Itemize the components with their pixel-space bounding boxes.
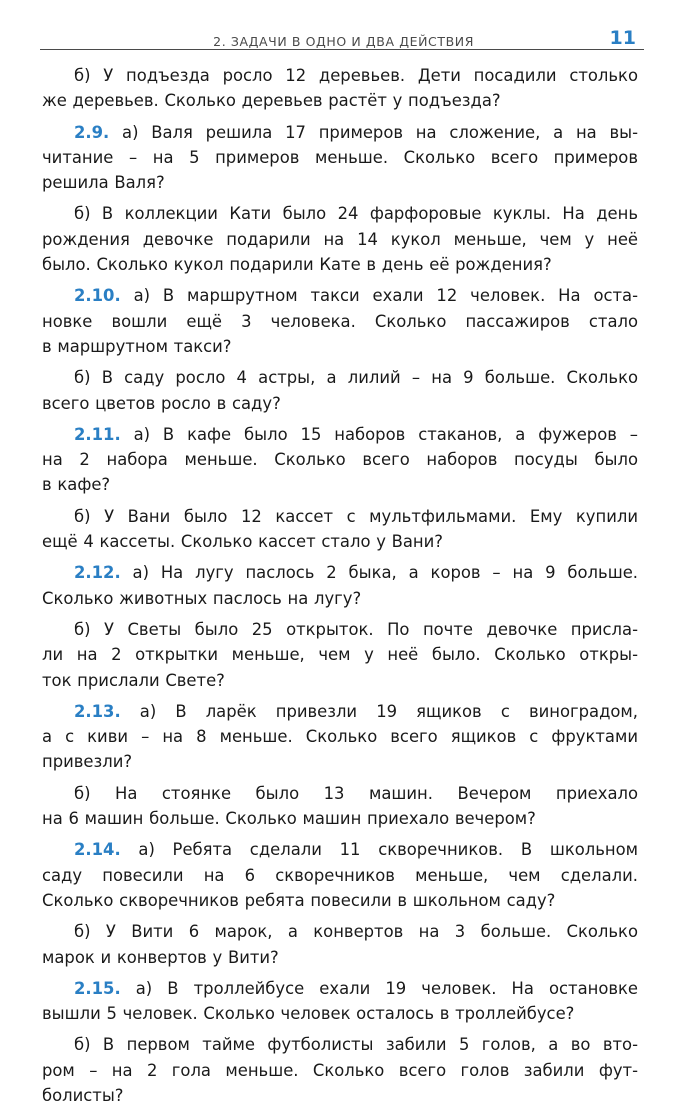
problem-number: 2.14. xyxy=(74,840,121,860)
text-line xyxy=(42,1058,638,1083)
problem-subparagraph xyxy=(42,617,638,693)
line-text: на 2 набора меньше. Сколько всего наборов посуды было xyxy=(42,450,638,470)
text-line xyxy=(42,724,638,749)
problem-paragraph xyxy=(42,976,638,1027)
problem-subparagraph xyxy=(42,504,638,555)
text-line xyxy=(42,391,638,416)
text-line xyxy=(42,888,638,913)
running-head: 2. ЗАДАЧИ В ОДНО И ДВА ДЕЙСТВИЯ xyxy=(213,34,474,49)
text-line xyxy=(42,365,638,390)
line-text: привезли? xyxy=(42,752,133,772)
line-text: было. Сколько кукол подарили Кате в день её рождения? xyxy=(42,255,552,275)
line-text: а с киви – на 8 меньше. Сколько всего ящиков с фруктами xyxy=(42,727,638,747)
page-header xyxy=(40,26,644,52)
line-text: решила Валя? xyxy=(42,173,165,193)
problem-subparagraph xyxy=(42,63,638,114)
problem-paragraph xyxy=(42,837,638,913)
text-line xyxy=(42,422,638,447)
line-text: новке вошли ещё 3 человека. Сколько пассажиров стало xyxy=(42,311,638,331)
line-text: ещё 4 кассеты. Сколько кассет стало у Вани? xyxy=(42,532,443,552)
text-line xyxy=(42,976,638,1001)
text-line xyxy=(42,201,638,226)
problem-number: 2.15. xyxy=(74,978,121,998)
text-line xyxy=(42,642,638,667)
line-text: марок и конвертов у Вити? xyxy=(42,947,279,967)
line-text: б) У подъезда росло 12 деревьев. Дети посадили столько xyxy=(74,66,638,85)
line-text: в маршрутном такси? xyxy=(42,336,232,356)
problem-number: 2.13. xyxy=(74,701,121,721)
line-text: всего цветов росло в саду? xyxy=(42,393,281,413)
text-line xyxy=(42,504,638,529)
problem-subparagraph xyxy=(42,919,638,970)
text-line xyxy=(42,699,638,724)
problem-number: 2.10. xyxy=(74,286,121,306)
text-line xyxy=(42,309,638,334)
line-text: а) На лугу паслось 2 быка, а коров – на 9 больше. xyxy=(120,563,638,583)
text-line xyxy=(42,863,638,888)
text-line xyxy=(42,806,638,831)
problem-paragraph xyxy=(42,422,638,498)
text-line xyxy=(42,88,638,113)
line-text: б) У Светы было 25 открыток. По почте девочке присла- xyxy=(74,619,638,639)
line-text: Сколько животных паслось на лугу? xyxy=(42,588,362,608)
text-line xyxy=(42,781,638,806)
line-text: Сколько скворечников ребята повесили в школьном саду? xyxy=(42,890,556,910)
text-line xyxy=(42,529,638,554)
line-text: а) В троллейбусе ехали 19 человек. На остановке xyxy=(120,978,638,998)
line-text: саду повесили на 6 скворечников меньше, чем сделали. xyxy=(42,865,638,885)
line-text: ток прислали Свете? xyxy=(42,670,225,690)
text-line xyxy=(42,283,638,308)
line-text: б) У Вити 6 марок, а конвертов на 3 больше. Сколько xyxy=(74,922,638,942)
text-line xyxy=(42,1083,638,1108)
text-line xyxy=(42,617,638,642)
problem-paragraph xyxy=(42,120,638,196)
text-line xyxy=(42,945,638,970)
text-line xyxy=(42,447,638,472)
line-text: ром – на 2 гола меньше. Сколько всего голов забили фут- xyxy=(42,1060,638,1080)
problem-subparagraph xyxy=(42,781,638,832)
problem-subparagraph xyxy=(42,365,638,416)
text-line xyxy=(42,837,638,862)
text-line xyxy=(42,145,638,170)
line-text: вышли 5 человек. Сколько человек осталось в троллейбусе? xyxy=(42,1004,575,1024)
line-text: б) У Вани было 12 кассет с мультфильмами. Ему купили xyxy=(74,506,638,526)
text-line xyxy=(42,586,638,611)
text-line xyxy=(42,472,638,497)
line-text: на 6 машин больше. Сколько машин приехало вечером? xyxy=(42,809,536,829)
text-line xyxy=(42,227,638,252)
problem-number: 2.9. xyxy=(74,122,110,142)
page-number: 11 xyxy=(609,27,636,49)
problem-number: 2.12. xyxy=(74,563,121,583)
line-text: ли на 2 открытки меньше, чем у неё было. Сколько откры- xyxy=(42,645,638,665)
text-line xyxy=(42,668,638,693)
text-line xyxy=(42,63,638,88)
problem-paragraph xyxy=(42,699,638,775)
line-text: а) В маршрутном такси ехали 12 человек. На оста- xyxy=(120,286,638,306)
line-text: б) На стоянке было 13 машин. Вечером приехало xyxy=(74,783,638,803)
text-line xyxy=(42,120,638,145)
line-text: а) В кафе было 15 наборов стаканов, а фужеров – xyxy=(120,424,638,444)
line-text: а) В ларёк привезли 19 ящиков с виноградом, xyxy=(120,701,638,721)
line-text: а) Ребята сделали 11 скворечников. В школьном xyxy=(120,840,638,860)
line-text: же деревьев. Сколько деревьев растёт у подъезда? xyxy=(42,91,501,111)
problem-subparagraph xyxy=(42,201,638,277)
line-text: а) Валя решила 17 примеров на сложение, а на вы- xyxy=(109,122,638,142)
problem-paragraph xyxy=(42,560,638,611)
line-text: в кафе? xyxy=(42,475,111,495)
line-text: б) В коллекции Кати было 24 фарфоровые куклы. На день xyxy=(74,204,638,224)
problem-subparagraph xyxy=(42,1032,638,1108)
text-line xyxy=(42,560,638,585)
text-line xyxy=(42,1001,638,1026)
line-text: б) В саду росло 4 астры, а лилий – на 9 больше. Сколько xyxy=(74,368,638,388)
line-text: рождения девочке подарили на 14 кукол меньше, чем у неё xyxy=(42,229,638,249)
line-text: б) В первом тайме футболисты забили 5 голов, а во вто- xyxy=(74,1035,638,1055)
text-line xyxy=(42,334,638,359)
text-line xyxy=(42,170,638,195)
line-text: читание – на 5 примеров меньше. Сколько всего примеров xyxy=(42,147,638,167)
problem-list xyxy=(42,63,638,1114)
header-rule xyxy=(40,49,644,50)
problem-paragraph xyxy=(42,283,638,359)
text-line xyxy=(42,749,638,774)
text-line xyxy=(42,919,638,944)
text-line xyxy=(42,1032,638,1057)
text-line xyxy=(42,252,638,277)
problem-number: 2.11. xyxy=(74,424,121,444)
line-text: болисты? xyxy=(42,1085,124,1105)
